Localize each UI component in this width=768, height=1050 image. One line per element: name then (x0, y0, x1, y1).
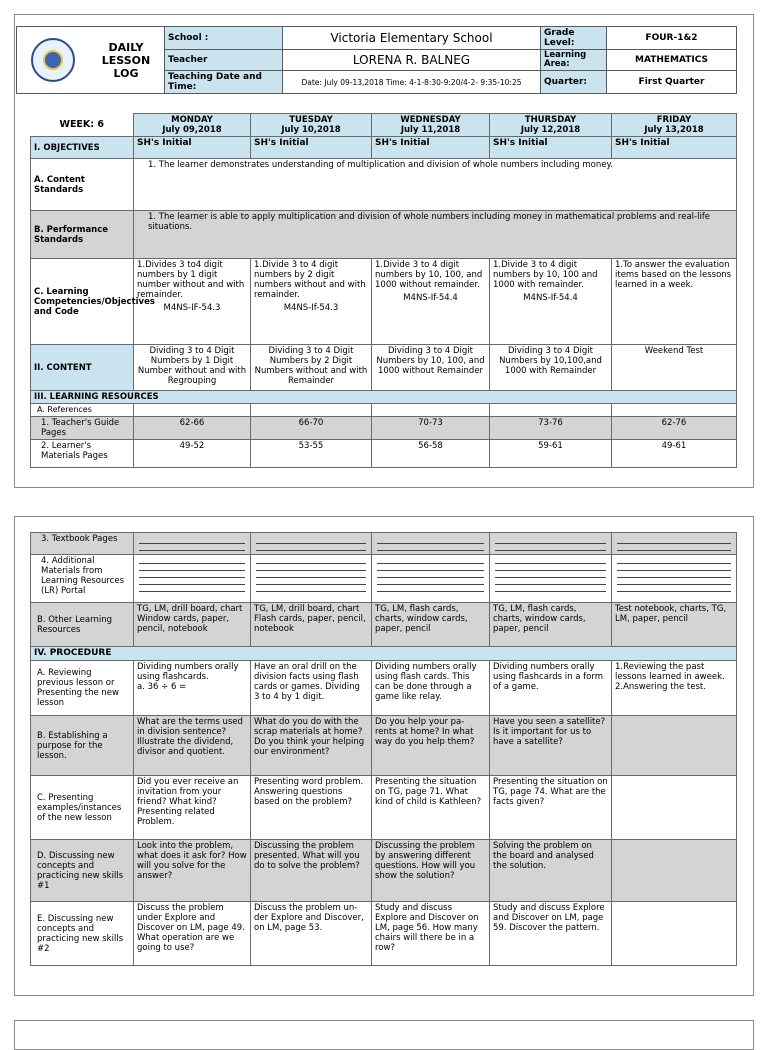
tg-pages-cell: 62-76 (612, 417, 737, 440)
other-resources-cell: Test notebook, charts, TG, LM, paper, pencil (612, 603, 737, 647)
procedure-cell: Do you help your pa- rents at home? In what way do you help them? (372, 716, 490, 776)
procedure-cell: 1.Reviewing the past lessons learned in aweek. 2.Answering the test. (612, 661, 737, 716)
procedure-cell: Dividing numbers orally using flash cards. This can be done through a game like relay. (372, 661, 490, 716)
procedure-cell: Study and discuss Explore and Discover on LM, page 59. Discover the pattern. (490, 902, 612, 966)
procedure-cell: Dividing numbers orally using flashcards. a. 36 ÷ 6 = (134, 661, 251, 716)
procedure-cell: Have an oral drill on the division facts using flash cards or games. Dividing 3 to 4 by 1 digit. (251, 661, 372, 716)
learners-materials-label: 2. Learner's Materials Pages (31, 440, 134, 468)
grade-value: FOUR-1&2 (607, 27, 737, 50)
procedure-cell: Dividing numbers orally using flashcards in a form of a game. (490, 661, 612, 716)
content-cell: Dividing 3 to 4 Digit Numbers by 1 Digit Number without and with Regrouping (134, 345, 251, 391)
day-header-friday: FRIDAY July 13,2018 (612, 114, 737, 137)
header-table (16, 26, 737, 94)
school-name: Victoria Elementary School (283, 27, 541, 50)
additional-lines (490, 555, 612, 603)
additional-materials-label: 4. Additional Materials from Learning Resources (LR) Portal (31, 555, 134, 603)
procedure-row-label: D. Discussing new concepts and practicing new skills #1 (31, 840, 134, 902)
school-label: School : (165, 27, 283, 50)
tg-pages-cell: 70-73 (372, 417, 490, 440)
content-cell: Dividing 3 to 4 Digit Numbers by 2 Digit Numbers without and with Remainder (251, 345, 372, 391)
initial-cell: SH's Initial (251, 137, 372, 159)
competency-cell: 1.Divides 3 to4 digit numbers by 1 digit number without and with remainder. M4NS-IF-54.3 (134, 259, 251, 345)
lm-pages-cell: 56-58 (372, 440, 490, 468)
objectives-table (30, 113, 737, 468)
other-resources-cell: TG, LM, drill board, chart Window cards, paper, pencil, notebook (134, 603, 251, 647)
area-value: MATHEMATICS (607, 50, 737, 71)
competency-cell: 1.Divide 3 to 4 digit numbers by 10, 100, and 1000 without remainder. M4NS-If-54.4 (372, 259, 490, 345)
textbook-pages-label: 3. Textbook Pages (31, 533, 134, 555)
competency-cell: 1.Divide 3 to 4 digit numbers by 2 digit numbers without and with remainder. M4NS-If-54.3 (251, 259, 372, 345)
additional-lines (251, 555, 372, 603)
day-header-wednesday: WEDNESDAY July 11,2018 (372, 114, 490, 137)
deped-seal-icon (31, 38, 75, 82)
date-value: Date: July 09-13,2018 Time: 4-1-8:30-9:20/4-2- 9:35-10:25 (283, 71, 541, 94)
lm-pages-cell: 49-52 (134, 440, 251, 468)
procedure-cell: Presenting the situation on TG, page 71. What kind of child is Kathleen? (372, 776, 490, 840)
initial-cell: SH's Initial (612, 137, 737, 159)
additional-lines (134, 555, 251, 603)
procedure-table (30, 532, 737, 966)
procedure-cell: Discuss the problem under Explore and Discover on LM, page 49. What operation are we going to use? (134, 902, 251, 966)
teacher-label: Teacher (165, 50, 283, 71)
procedure-cell (612, 716, 737, 776)
lm-pages-cell: 53-55 (251, 440, 372, 468)
procedure-cell: What are the terms used in division sentence? Illustrate the dividend, divisor and quotient. (134, 716, 251, 776)
procedure-cell: Discuss the problem un- der Explore and Discover, on LM, page 53. (251, 902, 372, 966)
objectives-heading: I. OBJECTIVES (31, 137, 134, 159)
references-label: A. References (31, 404, 134, 417)
teachers-guide-label: 1. Teacher's Guide Pages (31, 417, 134, 440)
day-header-monday: MONDAY July 09,2018 (134, 114, 251, 137)
other-resources-label: B. Other Learning Resources (31, 603, 134, 647)
tg-pages-cell: 73-76 (490, 417, 612, 440)
procedure-cell: Discussing the problem by answering different questions. How will you show the solution? (372, 840, 490, 902)
textbook-lines (490, 533, 612, 555)
additional-lines (372, 555, 490, 603)
performance-standards-label: B. Performance Standards (31, 211, 134, 259)
content-cell: Weekend Test (612, 345, 737, 391)
procedure-cell: Presenting the situation on TG, page 74. What are the facts given? (490, 776, 612, 840)
content-label: II. CONTENT (31, 345, 134, 391)
textbook-lines (372, 533, 490, 555)
textbook-lines (134, 533, 251, 555)
procedure-cell: Have you seen a satellite? Is it important for us to have a satellite? (490, 716, 612, 776)
competencies-label: C. Learning Competencies/Objectives and Code (31, 259, 134, 345)
performance-standards-text: 1. The learner is able to apply multiplication and division of whole numbers including money in mathematical problems and real-life situations. (134, 211, 737, 259)
quarter-label: Quarter: (541, 71, 607, 94)
textbook-lines (612, 533, 737, 555)
tg-pages-cell: 66-70 (251, 417, 372, 440)
day-header-tuesday: TUESDAY July 10,2018 (251, 114, 372, 137)
procedure-cell: What do you do with the scrap materials at home? Do you think your helping our environment? (251, 716, 372, 776)
lesson-log-page-3 (14, 1020, 754, 1050)
other-resources-cell: TG, LM, flash cards, charts, window cards, paper, pencil (490, 603, 612, 647)
other-resources-cell: TG, LM, flash cards, charts, window cards, paper, pencil (372, 603, 490, 647)
initial-cell: SH's Initial (372, 137, 490, 159)
procedure-cell: Discussing the problem presented. What will you do to solve the problem? (251, 840, 372, 902)
quarter-value: First Quarter (607, 71, 737, 94)
content-cell: Dividing 3 to 4 Digit Numbers by 10, 100, and 1000 without Remainder (372, 345, 490, 391)
week-label: WEEK: 6 (31, 114, 134, 137)
learning-resources-heading: III. LEARNING RESOURCES (31, 391, 737, 404)
procedure-cell: Study and discuss Explore and Discover on LM, page 56. How many chairs will there be in a row? (372, 902, 490, 966)
procedure-row-label: B. Establishing a purpose for the lesson. (31, 716, 134, 776)
textbook-lines (251, 533, 372, 555)
procedure-cell (612, 902, 737, 966)
competency-cell: 1.Divide 3 to 4 digit numbers by 10, 100 and 1000 with remainder. M4NS-If-54.4 (490, 259, 612, 345)
date-label: Teaching Date and Time: (165, 71, 283, 94)
initial-cell: SH's Initial (490, 137, 612, 159)
day-header-thursday: THURSDAY July 12,2018 (490, 114, 612, 137)
procedure-row-label: C. Presenting examples/instances of the new lesson (31, 776, 134, 840)
procedure-cell: Presenting word problem. Answering questions based on the problem? (251, 776, 372, 840)
tg-pages-cell: 62-66 (134, 417, 251, 440)
competency-cell: 1.To answer the evaluation items based on the lessons learned in a week. (612, 259, 737, 345)
lm-pages-cell: 49-61 (612, 440, 737, 468)
procedure-cell: Did you ever receive an invitation from your friend? What kind? Presenting related Problem. (134, 776, 251, 840)
procedure-row-label: E. Discussing new concepts and practicing new skills #2 (31, 902, 134, 966)
initial-cell: SH's Initial (134, 137, 251, 159)
procedure-row-label: A. Reviewing previous lesson or Presenting the new lesson (31, 661, 134, 716)
procedure-cell: Look into the problem, what does it ask for? How will you solve for the answer? (134, 840, 251, 902)
additional-lines (612, 555, 737, 603)
content-standards-label: A. Content Standards (31, 159, 134, 211)
procedure-heading: IV. PROCEDURE (31, 647, 737, 661)
lm-pages-cell: 59-61 (490, 440, 612, 468)
document-title: DAILY LESSON LOG (101, 40, 151, 80)
teacher-name: LORENA R. BALNEG (283, 50, 541, 71)
procedure-cell (612, 776, 737, 840)
procedure-cell: Solving the problem on the board and analysed the solution. (490, 840, 612, 902)
content-standards-text: 1. The learner demonstrates understanding of multiplication and division of whole numbers including money. (134, 159, 737, 211)
other-resources-cell: TG, LM, drill board, chart Flash cards, paper, pencil, notebook (251, 603, 372, 647)
procedure-cell (612, 840, 737, 902)
content-cell: Dividing 3 to 4 Digit Numbers by 10,100,and 1000 with Remainder (490, 345, 612, 391)
grade-label: Grade Level: (541, 27, 607, 50)
area-label: Learning Area: (541, 50, 607, 71)
header-logo-cell (17, 27, 165, 94)
